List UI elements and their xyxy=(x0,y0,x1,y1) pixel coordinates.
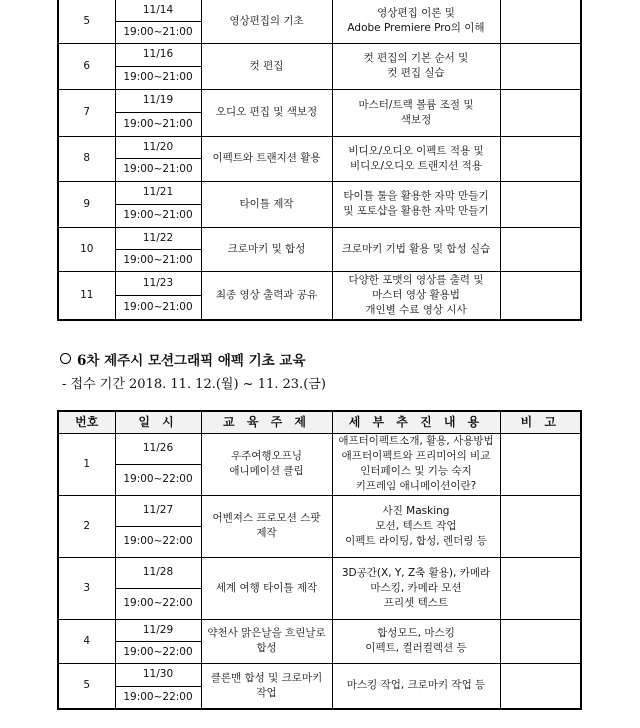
cell-time: 19:00~22:00 xyxy=(115,526,201,557)
cell-topic xyxy=(201,227,332,271)
table-row xyxy=(58,181,581,204)
cell-topic-line: 제작 xyxy=(256,527,277,539)
cell-note xyxy=(500,43,581,89)
cell-detail xyxy=(332,557,500,619)
header-detail: 세 부 추 진 내 용 xyxy=(332,411,500,433)
cell-note xyxy=(500,271,581,320)
table-row xyxy=(58,89,581,112)
cell-detail xyxy=(332,433,500,495)
cell-time: 19:00~22:00 xyxy=(115,464,201,495)
cell-topic xyxy=(201,271,332,320)
cell-topic-line: 애니메이션 클립 xyxy=(229,465,304,477)
cell-num: 7 xyxy=(58,89,115,136)
cell-note xyxy=(500,433,581,495)
cell-detail xyxy=(332,43,500,89)
cell-detail-line: 모션, 텍스트 작업 xyxy=(375,519,457,532)
cell-topic xyxy=(201,136,332,181)
cell-detail-line: 이펙트, 컬러컬렉션 등 xyxy=(365,642,467,654)
table-row xyxy=(58,433,581,464)
cell-detail-line: 비디오/오디오 이펙트 적용 및 xyxy=(348,144,484,157)
schedule-table-5th xyxy=(57,0,582,321)
cell-topic xyxy=(201,619,332,663)
cell-num: 2 xyxy=(58,495,115,557)
cell-detail-line: 마스킹 작업, 크로마키 작업 등 xyxy=(346,679,486,692)
cell-detail-line: 영상편집 이론 및 xyxy=(377,7,455,20)
cell-num: 8 xyxy=(58,136,115,181)
cell-topic xyxy=(201,0,332,43)
cell-num: 11 xyxy=(58,271,115,320)
cell-topic-line: 오디오 편집 및 색보정 xyxy=(215,106,318,118)
cell-detail-line: 애프터이펙트와 프리미어의 비교 xyxy=(341,450,491,462)
cell-time: 19:00~21:00 xyxy=(115,21,201,43)
table-row xyxy=(58,136,581,158)
cell-date: 11/28 xyxy=(115,557,201,588)
cell-detail-line: 크로마키 기법 활용 및 합성 실습 xyxy=(341,242,491,255)
cell-detail xyxy=(332,0,500,43)
cell-time: 19:00~21:00 xyxy=(115,295,201,320)
cell-topic-line: 약천사 맑은날을 흐린날로 xyxy=(207,627,326,639)
cell-topic xyxy=(201,663,332,709)
cell-detail-line: 비디오/오디오 트랜지션 적용 xyxy=(350,159,482,172)
cell-detail-line: 타이틀 툴을 활용한 자막 만들기 xyxy=(343,190,489,202)
cell-detail-line: 애프터이펙트소개, 활용, 사용방법 xyxy=(338,435,494,447)
cell-detail-line: 합성모드, 마스킹 xyxy=(377,627,455,639)
cell-detail-line: 다양한 포맷의 영상를 출력 및 xyxy=(348,273,484,286)
header-note: 비 고 xyxy=(500,411,581,433)
table-row xyxy=(58,495,581,526)
cell-detail xyxy=(332,495,500,557)
cell-topic xyxy=(201,495,332,557)
cell-topic-line: 컷 편집 xyxy=(249,59,284,72)
cell-date: 11/19 xyxy=(115,89,201,112)
header-row xyxy=(58,411,581,433)
cell-num: 10 xyxy=(58,227,115,271)
cell-detail xyxy=(332,663,500,709)
cell-note xyxy=(500,557,581,619)
cell-date: 11/16 xyxy=(115,43,201,66)
cell-time: 19:00~22:00 xyxy=(115,588,201,619)
cell-date: 11/20 xyxy=(115,136,201,158)
cell-date: 11/22 xyxy=(115,227,201,249)
cell-detail xyxy=(332,181,500,227)
table-row xyxy=(58,271,581,295)
cell-note xyxy=(500,136,581,181)
header-topic: 교 육 주 제 xyxy=(201,411,332,433)
cell-note xyxy=(500,495,581,557)
cell-detail-line: Adobe Premiere Pro의 이해 xyxy=(347,22,485,35)
cell-date: 11/23 xyxy=(115,271,201,295)
cell-topic xyxy=(201,433,332,495)
table-row xyxy=(58,619,581,641)
table-row xyxy=(58,227,581,249)
cell-topic-line: 클론맨 합성 및 크로마키 xyxy=(210,671,323,684)
cell-time: 19:00~21:00 xyxy=(115,249,201,271)
cell-detail-line: 마스킹, 카메라 모션 xyxy=(370,581,462,594)
cell-detail xyxy=(332,619,500,663)
cell-detail xyxy=(332,271,500,320)
table-row xyxy=(58,663,581,686)
registration-period: - 접수 기간 2018. 11. 12.(월) ~ 11. 23.(금) xyxy=(62,377,326,392)
cell-time: 19:00~21:00 xyxy=(115,112,201,136)
cell-num: 9 xyxy=(58,181,115,227)
cell-note xyxy=(500,663,581,709)
cell-num: 5 xyxy=(58,663,115,709)
cell-num: 3 xyxy=(58,557,115,619)
cell-time: 19:00~22:00 xyxy=(115,641,201,663)
cell-time: 19:00~21:00 xyxy=(115,66,201,89)
cell-detail-line: 사진 Masking xyxy=(382,504,450,517)
cell-detail-line: 컷 편집 실습 xyxy=(387,67,445,79)
table-row xyxy=(58,0,581,21)
cell-time: 19:00~21:00 xyxy=(115,204,201,227)
cell-detail-line: 마스터 영상 활용법 xyxy=(372,288,460,301)
cell-detail-line: 마스터/트랙 볼륨 조절 및 xyxy=(358,98,474,111)
cell-topic-line: 작업 xyxy=(256,686,277,699)
cell-date: 11/14 xyxy=(115,0,201,21)
cell-topic xyxy=(201,181,332,227)
cell-topic-line: 타이틀 제작 xyxy=(239,197,294,210)
cell-detail xyxy=(332,227,500,271)
cell-detail-line: 컷 편집의 기본 순서 및 xyxy=(363,52,469,64)
cell-num: 1 xyxy=(58,433,115,495)
schedule-table-6th xyxy=(57,410,582,710)
cell-note xyxy=(500,0,581,43)
cell-detail-line: 개인별 수료 영상 시사 xyxy=(365,303,467,316)
cell-topic xyxy=(201,557,332,619)
cell-date: 11/29 xyxy=(115,619,201,641)
table-row xyxy=(58,43,581,66)
cell-detail-line: 키프레임 애니메이션이란? xyxy=(355,480,477,492)
cell-topic xyxy=(201,43,332,89)
cell-date: 11/27 xyxy=(115,495,201,526)
cell-topic-line: 이펙트와 트랜지션 활용 xyxy=(212,152,321,164)
cell-detail-line: 인터페이스 및 기능 숙지 xyxy=(360,465,472,477)
section-title xyxy=(60,349,306,369)
header-num: 번호 xyxy=(58,411,115,433)
cell-topic-line: 크로마키 및 합성 xyxy=(227,242,306,255)
cell-note xyxy=(500,619,581,663)
cell-detail xyxy=(332,89,500,136)
cell-time: 19:00~21:00 xyxy=(115,158,201,181)
cell-num: 6 xyxy=(58,43,115,89)
cell-num: 4 xyxy=(58,619,115,663)
header-datetime: 일 시 xyxy=(115,411,201,433)
cell-topic-line: 합성 xyxy=(256,642,277,654)
cell-detail-line: 프리셋 텍스트 xyxy=(383,596,449,609)
cell-topic-line: 세계 여행 타이틀 제작 xyxy=(215,581,318,594)
cell-topic xyxy=(201,89,332,136)
cell-date: 11/21 xyxy=(115,181,201,204)
cell-detail-line: 색보정 xyxy=(400,113,432,126)
section-title-text: 6차 제주시 모션그래픽 애펙 기초 교육 xyxy=(77,353,306,369)
cell-topic-line: 우주여행오프닝 xyxy=(230,450,302,462)
cell-note xyxy=(500,89,581,136)
cell-detail xyxy=(332,136,500,181)
circle-bullet-icon xyxy=(60,353,71,364)
cell-topic-line: 어벤져스 프로모션 스팟 xyxy=(212,512,321,524)
cell-detail-line: 및 포토샵을 활용한 자막 만들기 xyxy=(343,205,489,217)
cell-num: 5 xyxy=(58,0,115,43)
cell-date: 11/30 xyxy=(115,663,201,686)
cell-note xyxy=(500,181,581,227)
cell-topic-line: 최종 영상 출력과 공유 xyxy=(215,288,318,301)
cell-detail-line: 3D공간(X, Y, Z축 활용), 카메라 xyxy=(341,566,491,579)
table-row xyxy=(58,557,581,588)
cell-note xyxy=(500,227,581,271)
cell-date: 11/26 xyxy=(115,433,201,464)
cell-detail-line: 이펙트 라이팅, 합성, 렌더링 등 xyxy=(345,534,487,547)
cell-topic-line: 영상편집의 기초 xyxy=(229,14,304,27)
cell-time: 19:00~22:00 xyxy=(115,686,201,709)
